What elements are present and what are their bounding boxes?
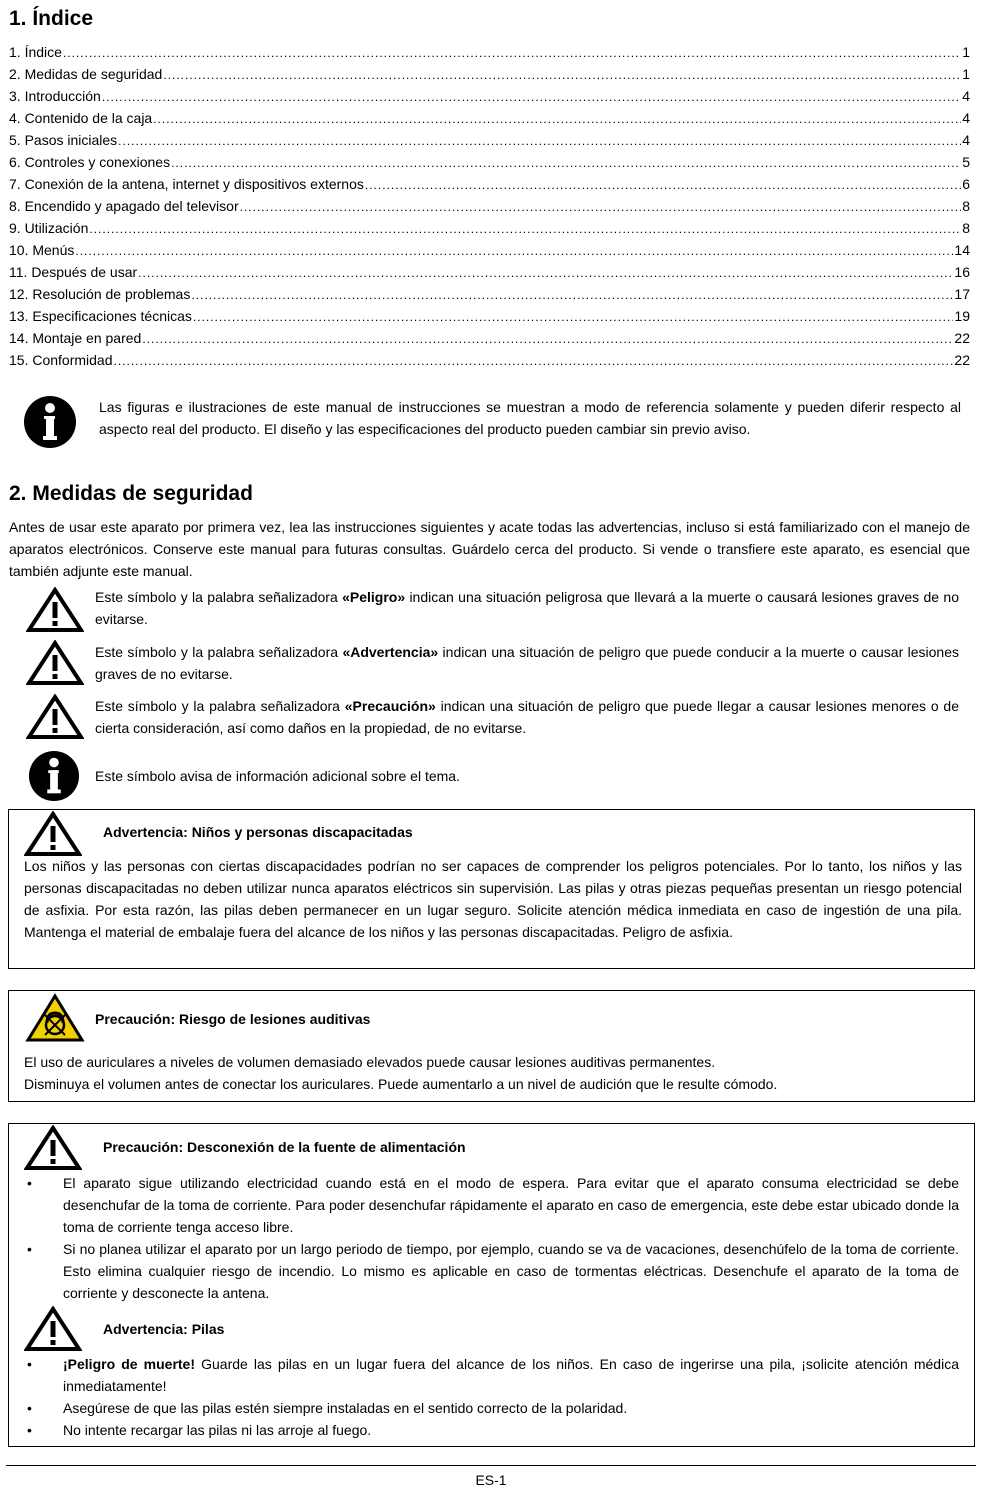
- toc-dot-leader: [163, 64, 961, 86]
- toc-entry[interactable]: [9, 305, 970, 327]
- table-of-contents: [9, 41, 970, 371]
- toc-entry-page: 4: [962, 132, 970, 148]
- toc-entry-label: 6. Controles y conexiones: [9, 154, 171, 170]
- warning-description: [95, 641, 959, 685]
- info-icon: [28, 750, 80, 802]
- toc-entry-page: 14: [954, 242, 970, 258]
- toc-entry-page: 4: [962, 110, 970, 126]
- index-heading: 1. Índice: [9, 7, 94, 30]
- toc-entry-page: 8: [962, 198, 970, 214]
- caution-text-pre: Este símbolo y la palabra señalizadora: [95, 698, 345, 714]
- toc-dot-leader: [365, 174, 961, 196]
- hearing-caution-title: Precaución: Riesgo de lesiones auditivas: [95, 1011, 371, 1027]
- toc-entry[interactable]: [9, 283, 970, 305]
- warning-text-post: indican una situación de peligro que puede conducir a la muerte o causar lesiones graves de no evitarse.: [95, 644, 959, 682]
- toc-entry-page: 4: [962, 88, 970, 104]
- toc-entry-page: 22: [954, 352, 970, 368]
- warning-triangle-icon: [26, 640, 84, 686]
- list-item: • Asegúrese de que las pilas estén siempre instaladas en el sentido correcto de la polaridad.: [25, 1397, 959, 1419]
- list-item: [25, 1353, 959, 1397]
- caution-description: [95, 695, 959, 739]
- info-description: Este símbolo avisa de información adicional sobre el tema.: [95, 768, 460, 784]
- toc-dot-leader: [89, 218, 961, 240]
- toc-dot-leader: [193, 306, 954, 328]
- power-caution-list: [25, 1172, 959, 1304]
- list-item: • El aparato sigue utilizando electricidad cuando está en el modo de espera. Para evitar que el aparato consuma electricidad se debe desenchufar de la toma de corriente. Para poder desenchufar rápidamente el aparato en caso de emergencia, este debe estar ubicado donde la toma de corriente tenga acceso libre.: [25, 1172, 959, 1238]
- toc-entry-page: 22: [954, 330, 970, 346]
- footer-divider: [6, 1465, 976, 1466]
- toc-entry[interactable]: [9, 327, 970, 349]
- danger-warning-triangle-icon: [26, 587, 84, 633]
- danger-text-post: indican una situación peligrosa que llevará a la muerte o causará lesiones graves de no evitarse.: [95, 589, 959, 627]
- children-warning-text: Los niños y las personas con ciertas discapacidades podrían no ser capaces de comprender los peligros potenciales. Por lo tanto, los niños y las personas discapacitadas no deben utilizar nunca aparatos eléctricos sin supervisión. Las pilas y otras piezas pequeñas presentan un riesgo potencial de asfixia. Por esta razón, las pilas deben permanecer en un lugar seguro. Solicite atención médica inmediata en caso de ingestión de una pila. Mantenga el material de embalaje fuera del alcance de los niños y las personas discapacitadas. Peligro de asfixia.: [24, 858, 962, 940]
- hearing-damage-icon: [25, 993, 85, 1043]
- toc-entry[interactable]: [9, 261, 970, 283]
- danger-of-death-label: ¡Peligro de muerte!: [63, 1356, 196, 1372]
- toc-dot-leader: [171, 152, 961, 174]
- toc-entry-page: 1: [962, 66, 970, 82]
- toc-dot-leader: [118, 130, 961, 152]
- children-warning-title: Advertencia: Niños y personas discapacitadas: [103, 824, 413, 840]
- page-number: ES-1: [475, 1472, 507, 1488]
- safety-heading: 2. Medidas de seguridad: [9, 482, 253, 505]
- info-icon: [23, 395, 77, 449]
- toc-entry-label: 3. Introducción: [9, 88, 101, 104]
- list-item: • Si no planea utilizar el aparato por un largo periodo de tiempo, por ejemplo, cuando se va de vacaciones, desenchúfelo de la toma de corriente. Esto elimina cualquier riesgo de incendio. Lo mismo es aplicable en caso de tormentas eléctricas. Desenchufe el aparato de la toma de corriente y desconecte la antena.: [25, 1238, 959, 1304]
- toc-entry-page: 8: [962, 220, 970, 236]
- hearing-caution-line-2: Disminuya el volumen antes de conectar los auriculares. Puede aumentarlo a un nivel de audición que le resulte cómodo.: [24, 1076, 778, 1092]
- caution-triangle-icon: [26, 694, 84, 740]
- toc-dot-leader: [138, 262, 953, 284]
- index-note: Las figuras e ilustraciones de este manual de instrucciones se muestran a modo de referencia solamente y pueden diferir respecto al aspecto real del producto. El diseño y las especificaciones del producto pueden cambiar sin previo aviso.: [99, 399, 961, 437]
- safety-intro: Antes de usar este aparato por primera vez, lea las instrucciones siguientes y acate todas las advertencias, incluso si está familiarizado con el manejo de aparatos electrónicos. Conserve este manual para futuras consultas. Guárdelo cerca del producto. Si vende o transfiere este aparato, es esencial que también adjunte este manual.: [9, 519, 970, 579]
- toc-entry-label: 12. Resolución de problemas: [9, 286, 191, 302]
- toc-entry-label: 9. Utilización: [9, 220, 89, 236]
- toc-entry-label: 5. Pasos iniciales: [9, 132, 118, 148]
- toc-entry-label: 13. Especificaciones técnicas: [9, 308, 192, 324]
- toc-entry-label: 4. Contenido de la caja: [9, 110, 153, 126]
- toc-entry[interactable]: [9, 217, 970, 239]
- toc-entry[interactable]: [9, 63, 970, 85]
- caution-triangle-icon: [24, 1125, 82, 1171]
- toc-entry[interactable]: [9, 129, 970, 151]
- danger-text-pre: Este símbolo y la palabra señalizadora: [95, 589, 343, 605]
- toc-entry-page: 6: [962, 176, 970, 192]
- warning-text-pre: Este símbolo y la palabra señalizadora: [95, 644, 343, 660]
- toc-entry-label: 1. Índice: [9, 44, 62, 60]
- toc-entry[interactable]: [9, 41, 970, 63]
- toc-entry[interactable]: [9, 173, 970, 195]
- toc-entry[interactable]: [9, 195, 970, 217]
- caution-signal-word: «Precaución»: [344, 698, 436, 714]
- toc-dot-leader: [114, 350, 954, 372]
- battery-warning-title: Advertencia: Pilas: [103, 1321, 225, 1337]
- toc-dot-leader: [63, 42, 961, 64]
- toc-dot-leader: [153, 108, 961, 130]
- toc-entry-label: 8. Encendido y apagado del televisor: [9, 198, 239, 214]
- toc-entry-page: 16: [954, 264, 970, 280]
- danger-signal-word: «Peligro»: [342, 589, 406, 605]
- toc-entry-page: 17: [954, 286, 970, 302]
- toc-entry-page: 5: [962, 154, 970, 170]
- warning-triangle-icon: [24, 811, 82, 857]
- list-item-text: Guarde las pilas en un lugar fuera del alcance de los niños. En caso de ingerirse una pila, ¡solicite atención médica inmediatamente!: [63, 1356, 959, 1394]
- toc-dot-leader: [142, 328, 953, 350]
- toc-entry[interactable]: [9, 107, 970, 129]
- toc-entry[interactable]: [9, 239, 970, 261]
- toc-entry-label: 2. Medidas de seguridad: [9, 66, 163, 82]
- toc-dot-leader: [75, 240, 953, 262]
- toc-entry-label: 15. Conformidad: [9, 352, 113, 368]
- toc-entry[interactable]: [9, 349, 970, 371]
- toc-entry[interactable]: [9, 151, 970, 173]
- toc-dot-leader: [191, 284, 953, 306]
- warning-signal-word: «Advertencia»: [342, 644, 439, 660]
- toc-entry-page: 19: [954, 308, 970, 324]
- warning-triangle-icon: [24, 1306, 82, 1352]
- power-caution-title: Precaución: Desconexión de la fuente de alimentación: [103, 1139, 466, 1155]
- danger-description: [95, 586, 959, 630]
- toc-entry-label: 10. Menús: [9, 242, 75, 258]
- toc-dot-leader: [102, 86, 961, 108]
- toc-entry-label: 11. Después de usar: [9, 264, 138, 280]
- battery-warning-list: [25, 1353, 959, 1441]
- caution-text-post: indican una situación de peligro que puede llegar a causar lesiones menores o de cierta consideración, así como daños en la propiedad, de no evitarse.: [95, 698, 960, 736]
- toc-entry[interactable]: [9, 85, 970, 107]
- list-item: • No intente recargar las pilas ni las arroje al fuego.: [25, 1419, 959, 1441]
- toc-dot-leader: [240, 196, 962, 218]
- hearing-caution-line-1: El uso de auriculares a niveles de volumen demasiado elevados puede causar lesiones auditivas permanentes.: [24, 1054, 716, 1070]
- toc-entry-label: 7. Conexión de la antena, internet y dispositivos externos: [9, 176, 364, 192]
- toc-entry-page: 1: [962, 44, 970, 60]
- toc-entry-label: 14. Montaje en pared: [9, 330, 142, 346]
